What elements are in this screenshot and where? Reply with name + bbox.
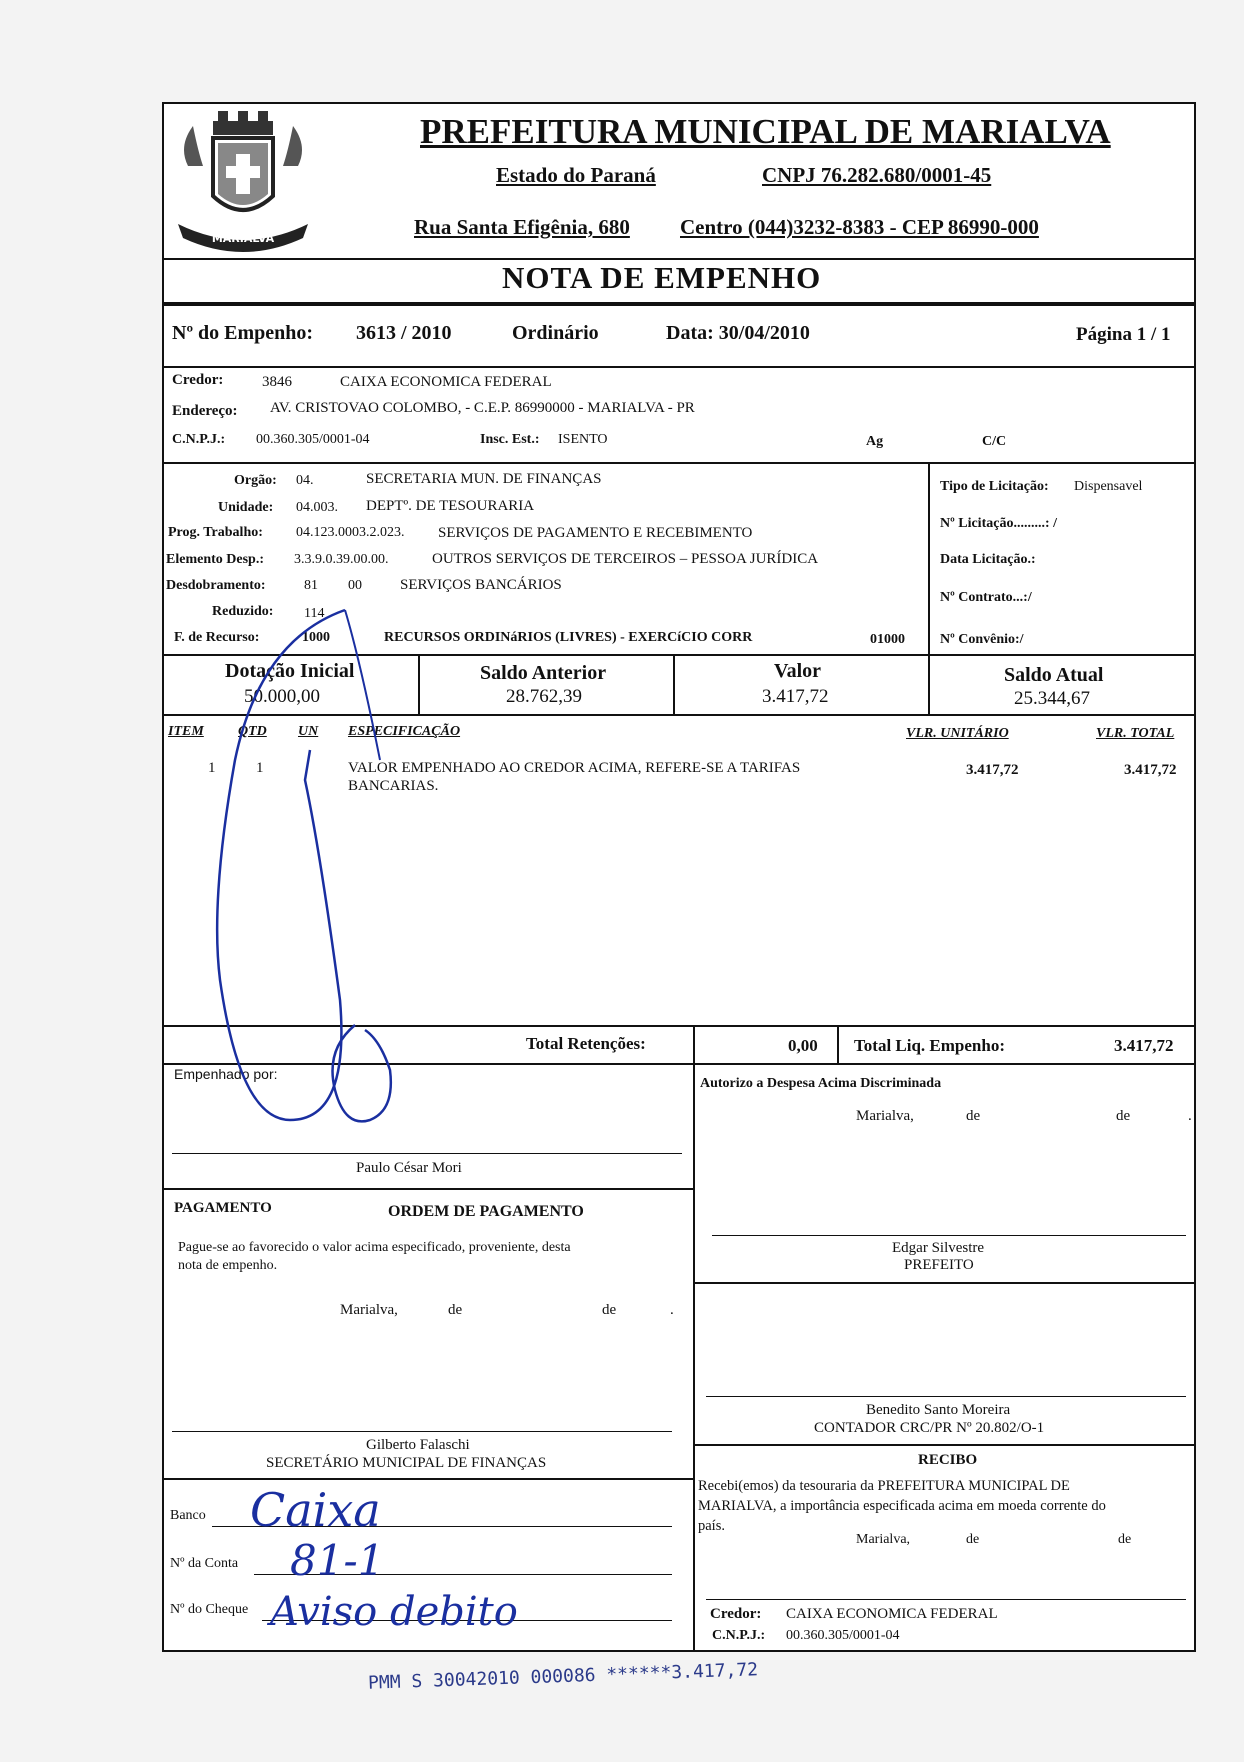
credor-ie: ISENTO [558, 432, 608, 447]
dotacao-inicial-value: 50.000,00 [244, 686, 320, 707]
divider [162, 366, 1196, 368]
recibo-title: RECIBO [918, 1452, 978, 1468]
account-label: C/C [982, 434, 1007, 449]
fonte-label: F. de Recurso: [174, 630, 260, 645]
elemento-code: 3.3.9.0.39.00.00. [294, 552, 389, 567]
date-de-2: de [602, 1302, 617, 1318]
desdobramento-code1: 81 [304, 578, 318, 593]
saldo-atual-value: 25.344,67 [1014, 688, 1090, 709]
total-retencoes-value: 0,00 [788, 1036, 818, 1055]
divider [162, 714, 1196, 716]
cheque-label: Nº do Cheque [170, 1602, 249, 1617]
vlr-total-col-header: VLR. TOTAL [1096, 726, 1175, 741]
conta-line [254, 1574, 672, 1575]
address-contact: Centro (044)3232-8383 - CEP 86990-000 [680, 215, 1039, 239]
saldo-anterior-label: Saldo Anterior [480, 662, 607, 684]
conta-label: Nº da Conta [170, 1556, 239, 1571]
seal-text: MARIALVA [211, 232, 275, 245]
municipality-cnpj: CNPJ 76.282.680/0001-45 [762, 163, 992, 187]
recibo-cnpj-value: 00.360.305/0001-04 [786, 1628, 900, 1643]
recibo-credor-label: Credor: [710, 1606, 762, 1622]
signature-line [712, 1235, 1186, 1236]
address: Rua Santa Efigênia, 680 [414, 215, 630, 239]
right-dot: . [1188, 1108, 1192, 1124]
orgao-label: Orgão: [234, 473, 277, 488]
item-number: 1 [208, 760, 216, 776]
pagamento-label: PAGAMENTO [174, 1200, 272, 1216]
orgao-name: SECRETARIA MUN. DE FINANÇAS [366, 471, 602, 487]
total-liquido-label: Total Liq. Empenho: [854, 1036, 1005, 1055]
empenho-label: Nº do Empenho: [172, 322, 314, 344]
recibo-text-line3: país. [698, 1518, 725, 1534]
saldo-anterior-value: 28.762,39 [506, 686, 582, 707]
signer-paulo: Paulo César Mori [356, 1160, 462, 1176]
credor-label: Credor: [172, 372, 224, 388]
signer-gilberto-role: SECRETÁRIO MUNICIPAL DE FINANÇAS [266, 1455, 547, 1471]
divider [693, 1063, 695, 1650]
ie-label: Insc. Est.: [480, 432, 540, 447]
item-unit-value: 3.417,72 [966, 762, 1019, 778]
pague-text-line2: nota de empenho. [178, 1258, 278, 1273]
desdobramento-name: SERVIÇOS BANCÁRIOS [400, 577, 562, 593]
empenho-type: Ordinário [512, 322, 599, 344]
page-number: Página 1 / 1 [1076, 324, 1171, 345]
address-label: Endereço: [172, 403, 238, 419]
state-name: Estado do Paraná [496, 163, 656, 187]
divider [693, 1025, 695, 1063]
especificacao-col-header: ESPECIFICAÇÃO [348, 724, 461, 739]
fonte-code: 1000 [302, 630, 330, 645]
contrato-number: Nº Contrato...:/ [940, 590, 1032, 605]
pague-text-line1: Pague-se ao favorecido o valor acima especificado, proveniente, desta [178, 1240, 571, 1255]
divider [162, 1188, 693, 1190]
licitacao-number: Nº Licitação.........: / [940, 516, 1057, 531]
signer-edgar: Edgar Silvestre [892, 1240, 985, 1256]
empenho-date: Data: 30/04/2010 [666, 322, 810, 344]
signer-benedito: Benedito Santo Moreira [866, 1402, 1011, 1418]
banco-line [212, 1526, 672, 1527]
agency-label: Ag [866, 434, 884, 449]
total-retencoes-label: Total Retenções: [526, 1034, 646, 1053]
ordem-pagamento-label: ORDEM DE PAGAMENTO [388, 1203, 584, 1220]
divider [837, 1025, 839, 1063]
autorizo-label: Autorizo a Despesa Acima Discriminada [700, 1076, 942, 1091]
credor-name: CAIXA ECONOMICA FEDERAL [340, 374, 552, 390]
divider [162, 1063, 1196, 1065]
divider [418, 654, 420, 714]
divider [928, 462, 930, 654]
item-col-header: ITEM [168, 724, 204, 739]
cnpj-label: C.N.P.J.: [172, 432, 226, 447]
unidade-label: Unidade: [218, 500, 274, 515]
saldo-atual-label: Saldo Atual [1004, 664, 1104, 686]
right-de-2: de [1116, 1108, 1131, 1124]
item-description-line1: VALOR EMPENHADO AO CREDOR ACIMA, REFERE-SE A TARIFAS [348, 760, 801, 776]
divider [693, 1444, 1196, 1446]
fonte-name: RECURSOS ORDINáRIOS (LIVRES) - EXERCíCIO CORR [384, 630, 753, 645]
orgao-code: 04. [296, 473, 314, 488]
credor-cnpj: 00.360.305/0001-04 [256, 432, 370, 447]
reduzido-value: 114 [304, 606, 325, 621]
divider [162, 302, 1196, 306]
signer-edgar-role: PREFEITO [904, 1257, 974, 1273]
payment-stamp: PMM S 30042010 000086 ******3.417,72 [367, 1659, 759, 1694]
marialva-date-place: Marialva, [340, 1302, 398, 1318]
valor-value: 3.417,72 [762, 686, 829, 707]
recibo-text-line1: Recebi(emos) da tesouraria da PREFEITURA MUNICIPAL DE [698, 1478, 1070, 1494]
fonte-number: 01000 [870, 632, 905, 647]
qtd-col-header: QTD [238, 724, 267, 739]
date-dot: . [670, 1302, 674, 1318]
total-liquido-value: 3.417,72 [1114, 1036, 1174, 1055]
signature-line [706, 1599, 1186, 1600]
right-marialva: Marialva, [856, 1108, 914, 1124]
divider [673, 654, 675, 714]
divider [162, 462, 1196, 464]
document-title: NOTA DE EMPENHO [502, 260, 822, 295]
prog-code: 04.123.0003.2.023. [296, 525, 405, 540]
right-de-1: de [966, 1108, 981, 1124]
tipo-licitacao-value: Dispensavel [1074, 479, 1143, 494]
recibo-credor-name: CAIXA ECONOMICA FEDERAL [786, 1606, 998, 1622]
un-col-header: UN [298, 724, 319, 739]
divider [162, 1025, 1196, 1027]
date-de-1: de [448, 1302, 463, 1318]
empenhado-por-label: Empenhado por: [174, 1066, 278, 1082]
divider [162, 654, 1196, 656]
licitacao-date: Data Licitação.: [940, 552, 1036, 567]
recibo-cnpj-label: C.N.P.J.: [712, 1628, 766, 1643]
signer-benedito-role: CONTADOR CRC/PR Nº 20.802/O-1 [814, 1420, 1045, 1436]
divider [693, 1282, 1196, 1284]
recibo-marialva: Marialva, [856, 1532, 911, 1547]
item-qtd: 1 [256, 760, 264, 776]
cheque-line [262, 1620, 672, 1621]
signature-line [172, 1431, 672, 1432]
desdobramento-label: Desdobramento: [166, 578, 266, 593]
reduzido-label: Reduzido: [212, 604, 274, 619]
recibo-text-line2: MARIALVA, a importância especificada acima em moeda corrente do [698, 1498, 1106, 1514]
unidade-name: DEPTº. DE TESOURARIA [366, 498, 535, 514]
elemento-name: OUTROS SERVIÇOS DE TERCEIROS – PESSOA JURÍDICA [432, 551, 819, 567]
recibo-de-2: de [1118, 1532, 1132, 1547]
desdobramento-code2: 00 [348, 578, 362, 593]
signature-line [706, 1396, 1186, 1397]
tipo-licitacao-label: Tipo de Licitação: [940, 479, 1049, 494]
convenio-number: Nº Convênio:/ [940, 632, 1024, 647]
prog-label: Prog. Trabalho: [168, 525, 263, 540]
empenho-number: 3613 / 2010 [356, 322, 452, 344]
item-total-value: 3.417,72 [1124, 762, 1177, 778]
recibo-de-1: de [966, 1532, 980, 1547]
dotacao-inicial-label: Dotação Inicial [225, 660, 355, 682]
signer-gilberto: Gilberto Falaschi [366, 1437, 470, 1453]
handwritten-banco: Caixa [250, 1483, 381, 1537]
credor-code: 3846 [262, 374, 292, 390]
item-description-line2: BANCARIAS. [348, 778, 439, 794]
banco-label: Banco [170, 1508, 206, 1523]
prog-name: SERVIÇOS DE PAGAMENTO E RECEBIMENTO [438, 525, 753, 541]
vlr-unitario-col-header: VLR. UNITÁRIO [906, 726, 1009, 741]
elemento-label: Elemento Desp.: [166, 552, 264, 567]
divider [162, 1478, 693, 1480]
coat-of-arms-icon [168, 106, 318, 256]
valor-label: Valor [774, 660, 822, 682]
handwritten-conta: 81-1 [290, 1536, 385, 1585]
signature-line [172, 1153, 682, 1154]
credor-address: AV. CRISTOVAO COLOMBO, - C.E.P. 86990000 - MARIALVA - PR [270, 400, 695, 416]
handwritten-cheque: Aviso debito [270, 1589, 518, 1635]
divider [928, 654, 930, 714]
municipality-title: PREFEITURA MUNICIPAL DE MARIALVA [420, 112, 1111, 151]
unidade-code: 04.003. [296, 500, 338, 515]
